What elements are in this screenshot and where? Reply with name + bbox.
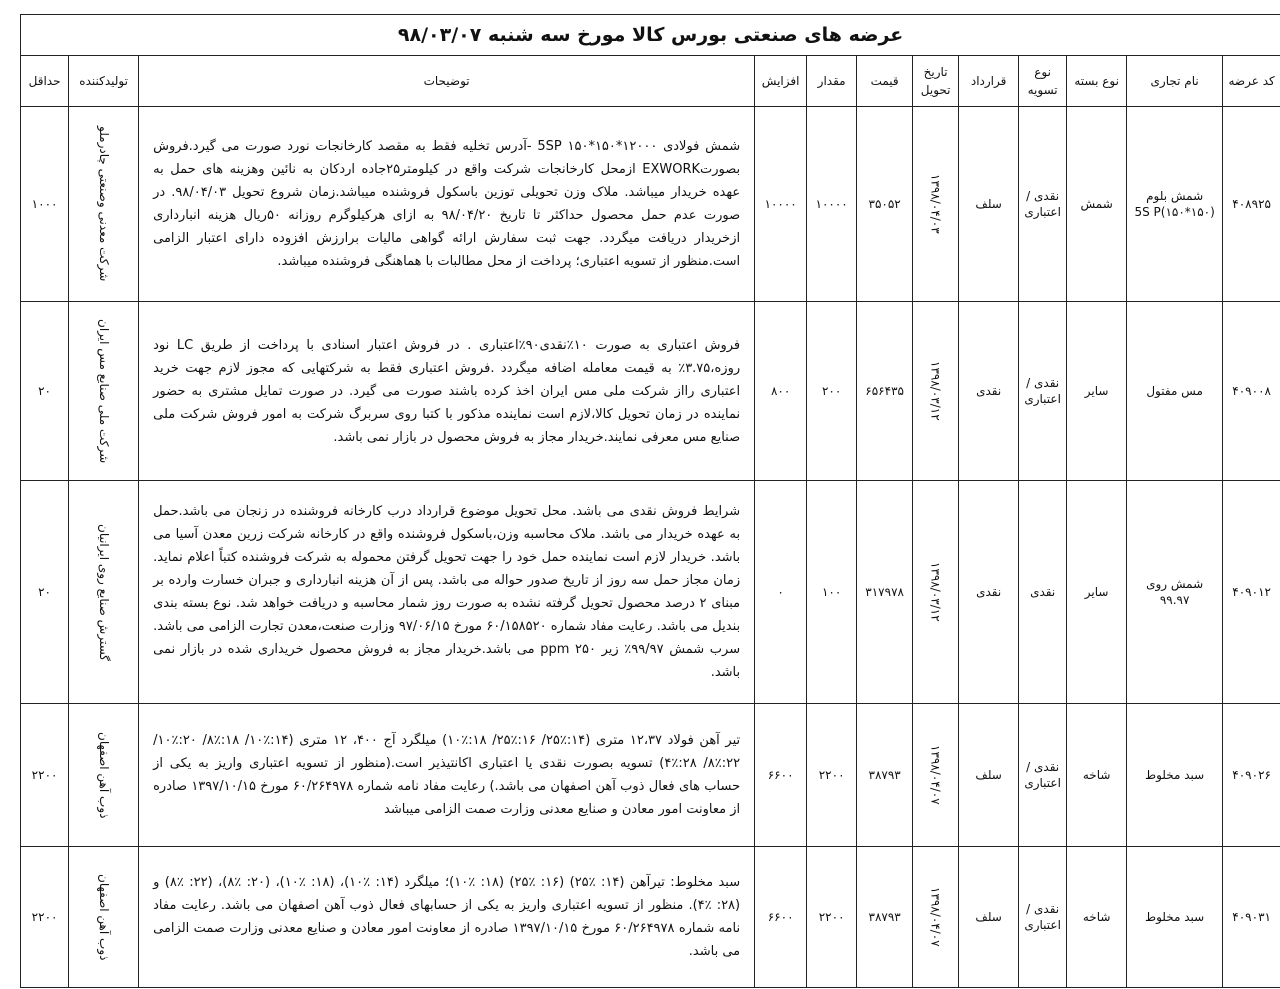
price: ۳۱۷۹۷۸ — [857, 481, 913, 704]
description: سبد مخلوط: تیرآهن (۱۴: ٪۲۵) (۱۶: ٪۲۵) (۱۸: ٪۱۰)؛ میلگرد (۱۴: ٪۱۰)، (۱۸: ٪۱۰)، (۲۰: ٪۸)، (۲۲: ٪۸) و (۲۸: ٪۴). منظور از تسویه اعتباری واریز به یکی از حسابهای فعال ذوب آهن اصفهان می باشد. رعایت مفاد نامه شماره ۶۰/۲۶۴۹۷۸ مورخ ۱۳۹۷/۱۰/۱۵ صادره از معاونت امور معادن و صنایع معدنی وزارت صمت الزامی می باشد. — [139, 847, 755, 988]
increase: ۱۰۰۰۰ — [755, 107, 807, 302]
header-amount: مقدار — [807, 56, 857, 107]
increase: ۰ — [755, 481, 807, 704]
table-row — [21, 481, 1280, 704]
minimum: ۲۰ — [21, 302, 69, 481]
settlement-type: نقدی / اعتباری — [1019, 107, 1067, 302]
trade-name: مس مفتول — [1127, 302, 1223, 481]
offer-code: ۴۰۹۰۰۸ — [1223, 302, 1280, 481]
delivery-date-cell — [913, 704, 959, 847]
producer: شرکت ملی صنایع مس ایران — [97, 318, 112, 464]
header-producer: تولیدکننده — [69, 56, 139, 107]
delivery-date-cell — [913, 847, 959, 988]
offers-table — [20, 14, 1280, 988]
table-row — [21, 704, 1280, 847]
header-code: کد عرضه — [1223, 56, 1280, 107]
description: فروش اعتباری به صورت ۱۰٪نقدی۹۰٪اعتباری . در فروش اعتبار اسنادی با پرداخت از طریق LC نود روزه،۳.۷۵٪ به قیمت معامله اضافه میگردد .فروش اعتباری فقط به شرکتهایی که مجوز لازم جهت خرید اعتباری رااز شرکت ملی مس ایران اخذ کرده باشند صورت می گیرد. در صورت تمایل مشتری به حضور نماینده در زمان تحویل کالا،لازم است نماینده مذکور با کتبا روی سربرگ شرکت به امور فروش شرکت ملی صنایع مس معرفی نمایند.خریدار مجاز به فروش محصول در بازار نمی باشد. — [139, 302, 755, 481]
amount: ۲۰۰ — [807, 302, 857, 481]
minimum: ۱۰۰۰ — [21, 107, 69, 302]
producer-cell — [69, 704, 139, 847]
delivery-date-cell — [913, 302, 959, 481]
minimum: ۲۲۰۰ — [21, 847, 69, 988]
trade-name: شمش روی ۹۹.۹۷ — [1127, 481, 1223, 704]
contract-type: سلف — [959, 847, 1019, 988]
amount: ۲۲۰۰ — [807, 704, 857, 847]
producer: ذوب آهن اصفهان — [97, 873, 112, 961]
delivery-date: ۱۳۹۸/۰۴/۰۳ — [928, 174, 943, 234]
settlement-type: نقدی / اعتباری — [1019, 847, 1067, 988]
offer-code: ۴۰۸۹۲۵ — [1223, 107, 1280, 302]
price: ۳۸۷۹۳ — [857, 704, 913, 847]
increase: ۸۰۰ — [755, 302, 807, 481]
description: شمش فولادی ۱۲۰۰۰*۱۵۰*۱۵۰ 5SP -آدرس تخلیه فقط به مقصد کارخانجات نورد صورت می گیرد.فروش بصورتEXWORK ازمحل کارخانجات شرکت واقع در کیلومتر۲۵جاده اردکان به نائین وهزینه های حمل به عهده خریدار میباشد. ملاک وزن تحویلی توزین باسکول فروشنده میباشد.زمان شروع تحویل ۹۸/۰۴/۰۳. در صورت عدم حمل محصول حداکثر تا تاریخ ۹۸/۰۴/۲۰ به ازای هرکیلوگرم روزانه ۵۰ریال هزینه انبارداری ازخریدار دریافت میگردد. جهت ثبت سفارش ارائه گواهی مالیات برارزش افزوده دارای اعتبار الزامی است.منظور از تسویه اعتباری؛ پرداخت از محل مطالبات با هماهنگی فروشنده میباشد. — [139, 107, 755, 302]
price: ۳۵۰۵۲ — [857, 107, 913, 302]
price: ۶۵۶۴۳۵ — [857, 302, 913, 481]
header-name: نام تجاری — [1127, 56, 1223, 107]
trade-name: شمش بلوم (۱۵۰*۱۵۰)5S P — [1127, 107, 1223, 302]
settlement-type: نقدی / اعتباری — [1019, 302, 1067, 481]
header-minimum: حداقل — [21, 56, 69, 107]
contract-type: سلف — [959, 704, 1019, 847]
package-type: شاخه — [1067, 704, 1127, 847]
package-type: شاخه — [1067, 847, 1127, 988]
producer-cell — [69, 847, 139, 988]
producer: گسترش صنایع روی ایرانیان — [97, 523, 112, 661]
package-type: شمش — [1067, 107, 1127, 302]
header-package: نوع بسته — [1067, 56, 1127, 107]
increase: ۶۶۰۰ — [755, 704, 807, 847]
header-delivery-date: تاریخ تحویل — [913, 56, 959, 107]
minimum: ۲۲۰۰ — [21, 704, 69, 847]
minimum: ۲۰ — [21, 481, 69, 704]
table-row — [21, 302, 1280, 481]
trade-name: سبد مخلوط — [1127, 847, 1223, 988]
header-price: قیمت — [857, 56, 913, 107]
description: شرایط فروش نقدی می باشد. محل تحویل موضوع قرارداد درب کارخانه فروشنده در زنجان می باشد.حمل به عهده خریدار می باشد. ملاک محاسبه وزن،باسکول فروشنده واقع در کارخانه شرکت زرین معدن آسیا می باشد. خریدار لازم است نماینده حمل خود را جهت تحویل گرفتن محموله به شرکت فروشنده کتباً اعلام نماید. زمان مجاز حمل سه روز از تاریخ صدور حواله می باشد. پس از آن هزینه انبارداری و جبران خسارت وارده بر مبنای ۲ درصد محصول تحویل گرفته نشده به صورت روز شمار محاسبه و دریافت خواهد شد. نوع بسته بندی بندیل می باشد. رعایت مفاد شماره ۶۰/۱۵۸۵۲۰ مورخ ۹۷/۰۶/۱۵ وزارت صنعت،معدن تجارت الزامی می باشد. سرب شمش ۹۹/۹۷٪ زیر ppm ۲۵۰ می باشد.خریدار مجاز به فروش محصول خریداری شده در بازار نمی باشد. — [139, 481, 755, 704]
contract-type: نقدی — [959, 481, 1019, 704]
page-title: عرضه های صنعتی بورس کالا مورخ سه شنبه ۹۸/۰۳/۰۷ — [21, 15, 1280, 56]
increase: ۶۶۰۰ — [755, 847, 807, 988]
producer-cell — [69, 481, 139, 704]
producer: شرکت معدنی وصنعتی چادرملو — [97, 126, 112, 282]
offer-code: ۴۰۹۰۱۲ — [1223, 481, 1280, 704]
header-description: توضیحات — [139, 56, 755, 107]
contract-type: سلف — [959, 107, 1019, 302]
amount: ۱۰۰ — [807, 481, 857, 704]
producer: ذوب آهن اصفهان — [97, 731, 112, 819]
producer-cell — [69, 302, 139, 481]
offer-code: ۴۰۹۰۲۶ — [1223, 704, 1280, 847]
contract-type: نقدی — [959, 302, 1019, 481]
header-increase: افزایش — [755, 56, 807, 107]
delivery-date: ۱۳۹۸/۰۳/۱۲ — [928, 361, 943, 421]
offer-sheet — [20, 14, 1275, 988]
table-header — [21, 56, 1280, 107]
delivery-date: ۱۳۹۸/۰۳/۱۲ — [928, 562, 943, 622]
delivery-date-cell — [913, 481, 959, 704]
settlement-type: نقدی — [1019, 481, 1067, 704]
header-contract: قرارداد — [959, 56, 1019, 107]
delivery-date-cell — [913, 107, 959, 302]
trade-name: سبد مخلوط — [1127, 704, 1223, 847]
delivery-date: ۱۳۹۸/۰۴/۰۷ — [928, 745, 943, 805]
package-type: سایر — [1067, 481, 1127, 704]
amount: ۱۰۰۰۰ — [807, 107, 857, 302]
table-row — [21, 847, 1280, 988]
header-settlement: نوع تسویه — [1019, 56, 1067, 107]
delivery-date: ۱۳۹۸/۰۴/۰۷ — [928, 887, 943, 947]
producer-cell — [69, 107, 139, 302]
description: تیر آهن فولاد ۱۲،۳۷ متری (۱۴:٪۲۵/ ۱۶:٪۲۵/ ۱۸:٪۱۰) میلگرد آج ۴۰۰، ۱۲ متری (۱۴:٪۱۰/ ۱۸:٪۸/ ۲۰:٪۱۰/ ۲۲:٪۸/ ۲۸:٪۴) تسویه بصورت نقدی یا اعتباری اکانتیذیر است.(منظور از تسویه اعتباری واریز به یکی از حساب های فعال ذوب آهن اصفهان می باشد.) رعایت مفاد نامه شماره ۶۰/۲۶۴۹۷۸ مورخ ۱۳۹۷/۱۰/۱۵ صادره از معاونت امور معادن و صنایع معدنی وزارت صمت الزامی میباشد — [139, 704, 755, 847]
price: ۳۸۷۹۳ — [857, 847, 913, 988]
table-row — [21, 107, 1280, 302]
amount: ۲۲۰۰ — [807, 847, 857, 988]
package-type: سایر — [1067, 302, 1127, 481]
settlement-type: نقدی / اعتباری — [1019, 704, 1067, 847]
offer-code: ۴۰۹۰۳۱ — [1223, 847, 1280, 988]
